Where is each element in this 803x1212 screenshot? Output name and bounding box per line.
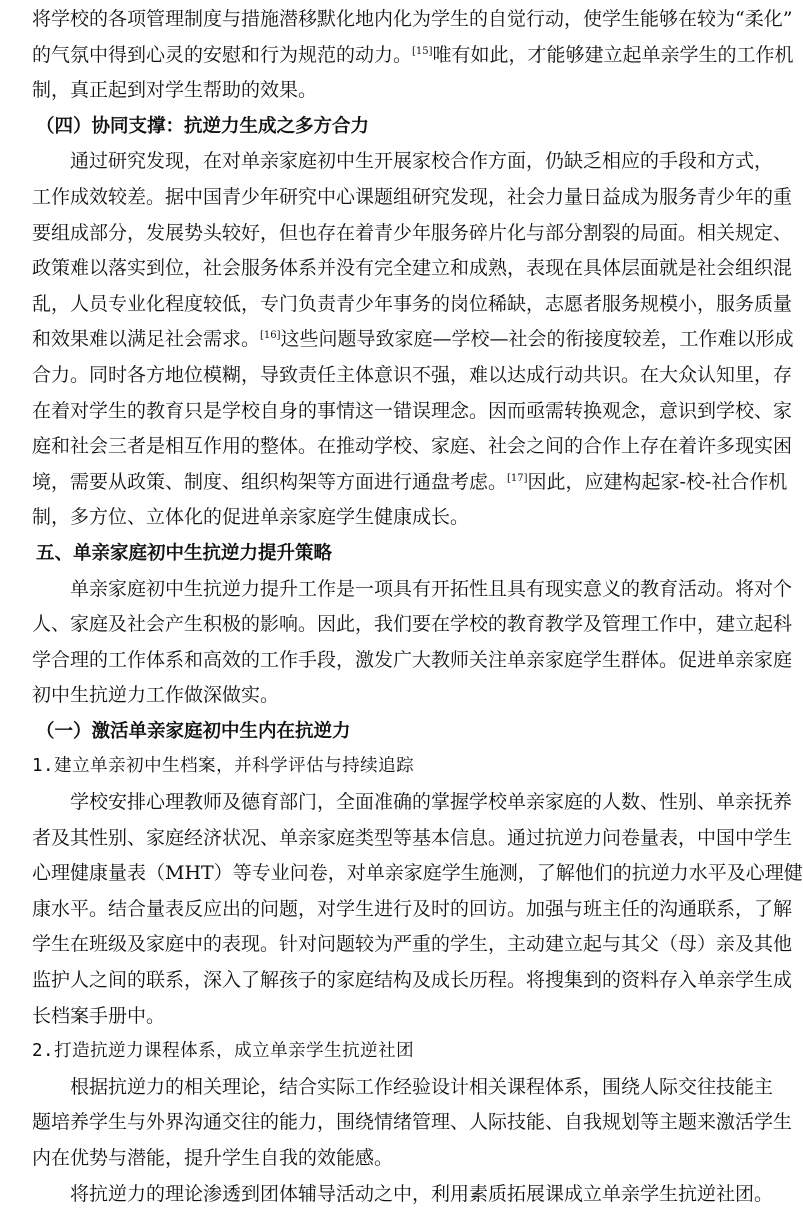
- text-line: 学生在班级及家庭中的表现。针对问题较为严重的学生，主动建立起与其父（母）亲及其他: [32, 933, 793, 956]
- text-line: 内在优势与潜能，提升学生自我的效能感。: [32, 1147, 394, 1169]
- text-line: 的气氛中得到心灵的安慰和行为规范的动力。[15]唯有如此，才能够建立起单亲学生的工作机: [32, 43, 794, 66]
- text-line: 监护人之间的联系，深入了解孩子的家庭结构及成长历程。将搜集到的资料存入单亲学生成: [32, 969, 793, 992]
- text-line: 境，需要从政策、制度、组织构架等方面进行通盘考虑。[17]因此，应建构起家-校-社合作机: [32, 470, 788, 493]
- text-line: 题培养学生与外界沟通交往的能力，围绕情绪管理、人际技能、自我规划等主题来激活学生: [32, 1111, 793, 1134]
- section-heading: 五、单亲家庭初中生抗逆力提升策略: [36, 542, 333, 564]
- text-line: 单亲家庭初中生抗逆力提升工作是一项具有开拓性且具有现实意义的教育活动。将对个: [70, 577, 793, 600]
- text-line: 学校安排心理教师及德育部门，全面准确的掌握学校单亲家庭的人数、性别、单亲抚养: [70, 791, 793, 814]
- text-line: 将学校的各项管理制度与措施潜移默化地内化为学生的自觉行动，使学生能够在较为“柔化”: [32, 8, 793, 30]
- text-line: 心理健康量表（MHT）等专业问卷，对单亲家庭学生施测，了解他们的抗逆力水平及心理健: [32, 862, 803, 885]
- citation: [17]: [507, 472, 528, 484]
- text-line: 通过研究发现，在对单亲家庭初中生开展家校合作方面，仍缺乏相应的手段和方式，: [70, 150, 774, 173]
- text-line: 者及其性别、家庭经济状况、单亲家庭类型等基本信息。通过抗逆力问卷量表，中国中学生: [32, 826, 793, 849]
- text-line: 要组成部分，发展势头较好，但也存在着青少年服务碎片化与部分割裂的局面。相关规定、: [32, 221, 793, 244]
- text-line: 和效果难以满足社会需求。[16]这些问题导致家庭—学校—社会的衔接度较差，工作难以形成: [32, 328, 794, 351]
- section-heading: （四）协同支撑：抗逆力生成之多方合力: [36, 115, 370, 137]
- text-line: 制，多方位、立体化的促进单亲家庭学生健康成长。: [32, 506, 470, 529]
- citation: [15]: [412, 45, 433, 57]
- text-line: 将抗逆力的理论渗透到团体辅导活动之中，利用素质拓展课成立单亲学生抗逆社团。: [70, 1182, 774, 1205]
- text-line: 学合理的工作体系和高效的工作手段，激发广大教师关注单亲家庭学生群体。促进单亲家庭: [32, 648, 793, 671]
- text-line: 合力。同时各方地位模糊，导致责任主体意识不强，难以达成行动共识。在大众认知里，存: [32, 363, 793, 386]
- subsection-heading: 1.建立单亲初中生档案，并科学评估与持续追踪: [32, 756, 415, 777]
- text-line: 康水平。结合量表反应出的问题，对学生进行及时的回访。加强与班主任的沟通联系，了解: [32, 897, 793, 920]
- section-heading: （一）激活单亲家庭初中生内在抗逆力: [36, 720, 351, 742]
- subsection-heading: 2.打造抗逆力课程体系，成立单亲学生抗逆社团: [32, 1041, 415, 1062]
- text-line: 在着对学生的教育只是学校自身的事情这一错误理念。因而亟需转换观念，意识到学校、家: [32, 399, 793, 422]
- text-line: 庭和社会三者是相互作用的整体。在推动学校、家庭、社会之间的合作上存在着许多现实困: [32, 435, 793, 458]
- text-line: 乱，人员专业化程度较低，专门负责青少年事务的岗位稀缺，志愿者服务规模小，服务质量: [32, 292, 793, 315]
- text-line: 根据抗逆力的相关理论，结合实际工作经验设计相关课程体系，围绕人际交往技能主: [70, 1075, 774, 1098]
- citation: [16]: [260, 330, 281, 342]
- text-line: 政策难以落实到位，社会服务体系并没有完全建立和成熟，表现在具体层面就是社会组织混: [32, 257, 793, 280]
- text-line: 长档案手册中。: [32, 1004, 166, 1027]
- text-line: 制，真正起到对学生帮助的效果。: [32, 79, 318, 102]
- text-line: 初中生抗逆力工作做深做实。: [32, 684, 280, 707]
- text-line: 人、家庭及社会产生积极的影响。因此，我们要在学校的教育教学及管理工作中，建立起科: [32, 613, 793, 636]
- text-line: 工作成效较差。据中国青少年研究中心课题组研究发现，社会力量日益成为服务青少年的重: [32, 185, 793, 208]
